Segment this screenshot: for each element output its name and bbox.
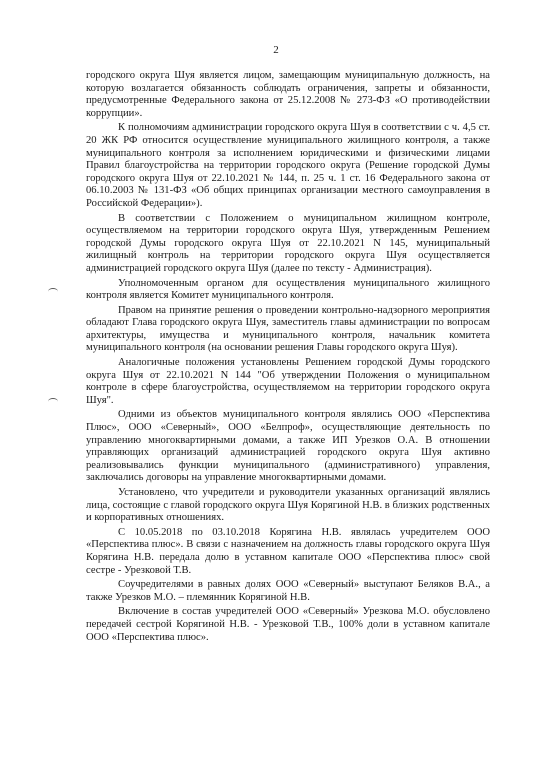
- paragraph: Одними из объектов муниципального контроля являлись ООО «Перспектива Плюс», ООО «Северный», ООО «Белпроф», осуществляющие деятельность по управлению многоквартирными домами, а также ИП Урезков О.А. В отношении управляющих организаций администрацией городского округа Шуя активно реализовывались функции муниципального (административного) управления, заключались договоры на управление многоквартирными домами.: [86, 409, 490, 484]
- paragraph: Правом на принятие решения о проведении контрольно-надзорного мероприятия обладают Глава городского округа Шуя, заместитель главы администрации по вопросам архитектуры, имущества и муниципального контроля, начальник комитета муниципального контроля (на основании решения Главы городского округа Шуя).: [86, 304, 490, 354]
- margin-mark: [48, 288, 58, 295]
- paragraph: С 10.05.2018 по 03.10.2018 Корягина Н.В. являлась учредителем ООО «Перспектива плюс». В связи с назначением на должность главы городского округа Шуя Корягина Н.В. передала долю в уставном капитале ООО «Перспектива плюс» свой сестре - Урезковой Т.В.: [86, 526, 490, 576]
- paragraph: Аналогичные положения установлены Решением городской Думы городского округа Шуя от 22.10.2021 N 144 "Об утверждении Положения о муниципальном контроле в сфере благоустройства, осуществляемом на территории городского округа Шуя".: [86, 357, 490, 406]
- paragraph: Установлено, что учредители и руководители указанных организаций являлись лица, состоящие с главой городского округа Шуя Корягиной Н.В. в близких родственных и корпоративных отношениях.: [86, 487, 490, 524]
- page-number: 2: [273, 44, 279, 56]
- paragraph: Включение в состав учредителей ООО «Северный» Урезкова М.О. обусловлено передачей сестрой Корягиной Н.В. - Урезковой Т.В., 100% доли в уставном капитале ООО «Перспектива плюс».: [86, 606, 490, 643]
- margin-mark: [48, 398, 58, 405]
- paragraph: Уполномоченным органом для осуществления муниципального жилищного контроля является Комитет муниципального контроля.: [86, 277, 490, 302]
- paragraph: К полномочиям администрации городского округа Шуя в соответствии с ч. 4,5 ст. 20 ЖК РФ относится осуществление муниципального жилищного контроля, а также муниципального контроля за исполнением юридическими и физическими лицами Правил благоустройства на территории городского округа (Решение городской Думы городского округа Шуя от 22.10.2021 № 144, п. 25 ч. 1 ст. 16 Федерального закона от 06.10.2003 № 131-ФЗ «Об общих принципах организации местного самоуправления в Российской Федерации»).: [86, 122, 490, 209]
- paragraph: городского округа Шуя является лицом, замещающим муниципальную должность, на которую возлагается обязанность соблюдать ограничения, запреты и обязанности, предусмотренные Федерального закона от 25.12.2008 № 273-ФЗ «О противодействии коррупции».: [86, 70, 490, 119]
- paragraph: Соучредителями в равных долях ООО «Северный» выступают Беляков В.А., а также Урезков М.О. – племянник Корягиной Н.В.: [86, 579, 490, 603]
- paragraph: В соответствии с Положением о муниципальном жилищном контроле, осуществляемом на территории городского округа Шуя, утвержденным Решением городской Думы городского округа Шуя от 22.10.2021 N 145, муниципальный жилищный контроль на территории городского округа Шуя осуществляется администрацией городского округа Шуя (далее по тексту - Администрация).: [86, 212, 490, 274]
- document-body: [86, 70, 490, 646]
